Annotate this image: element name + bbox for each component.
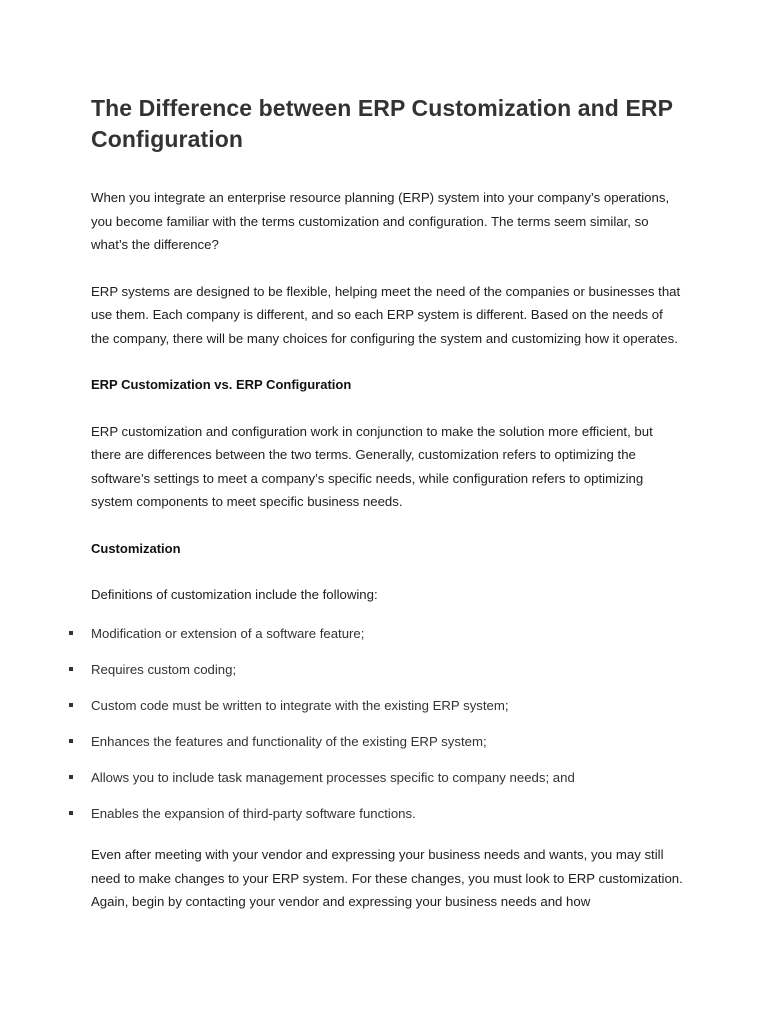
square-bullet-icon [69,631,73,635]
final-paragraph: Even after meeting with your vendor and expressing your business needs and wants, you may still need to make changes to your ERP system. For these changes, you must look to ERP customization. Again, begin by contacting your vendor and expressing your business needs and how [91,847,683,909]
definitions-intro: Definitions of customization include the following: [91,587,378,602]
square-bullet-icon [69,703,73,707]
list-item: Modification or extension of a software feature; [67,622,660,646]
definitions-list [67,622,660,826]
square-bullet-icon [69,739,73,743]
section-heading-customization: Customization [91,540,181,556]
flexibility-paragraph: ERP systems are designed to be flexible, helping meet the need of the companies or businesses that use them. Each company is different, and so each ERP system is different. Based on the needs of the company, there will be many choices for configuring the system and customizing how it operates. [91,283,681,346]
list-item: Allows you to include task management processes specific to company needs; and [67,766,660,790]
list-item: Custom code must be written to integrate with the existing ERP system; [67,694,660,718]
list-item: Enables the expansion of third-party software functions. [67,802,660,826]
square-bullet-icon [69,775,73,779]
square-bullet-icon [69,667,73,671]
list-item: Requires custom coding; [67,658,660,682]
section-heading-vs: ERP Customization vs. ERP Configuration [91,377,352,392]
document-title: The Difference between ERP Customization and ERP Configuration [91,95,673,152]
list-item: Enhances the features and functionality of the existing ERP system; [67,730,660,754]
intro-paragraph: When you integrate an enterprise resource planning (ERP) system into your company’s operations, you become familiar with the terms customization and configuration. The terms seem similar, so what’s the difference? [91,190,670,252]
square-bullet-icon [69,811,73,815]
difference-paragraph: ERP customization and configuration work in conjunction to make the solution more efficient, but there are differences between the two terms. Generally, customization refers to optimizing the software’s settings to meet a company’s specific needs, while configuration refers to optimizing system components to meet specific business needs. [91,423,653,509]
